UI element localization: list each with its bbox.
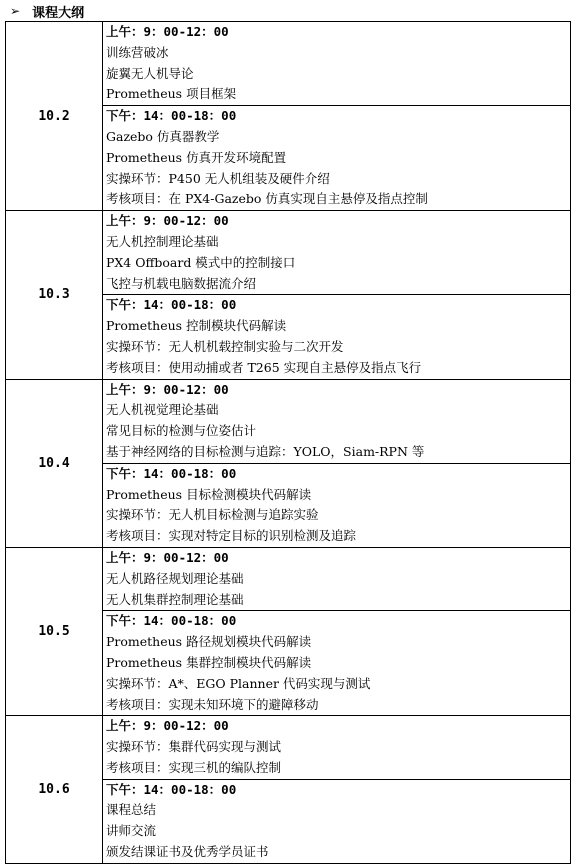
session-item: 无人机集群控制理论基础 bbox=[106, 591, 244, 607]
session-time: 下午：14：00-18：00 bbox=[106, 108, 237, 124]
session-time: 上午：9：00-12：00 bbox=[106, 718, 229, 734]
session-item: 考核项目：实现对特定目标的识别检测及追踪 bbox=[106, 528, 357, 544]
session-item: Prometheus 目标检测模块代码解读 bbox=[106, 486, 312, 502]
session-item: 无人机路径规划理论基础 bbox=[106, 570, 244, 586]
session-item: PX4 Offboard 模式中的控制接口 bbox=[106, 254, 296, 270]
session-item: 颁发结课证书及优秀学员证书 bbox=[106, 844, 269, 860]
day-date: 10.5 bbox=[6, 547, 103, 715]
session-item: 无人机视觉理论基础 bbox=[106, 402, 219, 418]
afternoon-session bbox=[103, 295, 571, 379]
session-item: 实操环节：A*、EGO Planner 代码实现与测试 bbox=[106, 675, 371, 691]
session-item: 基于神经网络的目标检测与追踪：YOLO，Siam-RPN 等 bbox=[106, 443, 425, 459]
day-date: 10.2 bbox=[6, 22, 103, 211]
session-item: 考核项目：使用动捕或者 T265 实现自主悬停及指点飞行 bbox=[106, 359, 422, 375]
session-item: Gazebo 仿真器教学 bbox=[106, 128, 220, 144]
session-item: 飞控与机载电脑数据流介绍 bbox=[106, 275, 257, 291]
session-item: Prometheus 集群控制模块代码解读 bbox=[106, 654, 312, 670]
session-item: Prometheus 仿真开发环境配置 bbox=[106, 149, 287, 165]
afternoon-session bbox=[103, 779, 571, 863]
session-time: 下午：14：00-18：00 bbox=[106, 781, 237, 797]
session-time: 上午：9：00-12：00 bbox=[106, 381, 229, 397]
arrow-bullet-icon: ➢ bbox=[10, 4, 21, 18]
section-title: 课程大纲 bbox=[32, 5, 85, 21]
morning-session bbox=[103, 211, 571, 295]
session-item: 考核项目：实现未知环境下的避障移动 bbox=[106, 696, 319, 712]
session-time: 下午：14：00-18：00 bbox=[106, 297, 237, 313]
session-item: Prometheus 控制模块代码解读 bbox=[106, 318, 287, 334]
morning-session bbox=[103, 379, 571, 463]
session-time: 上午：9：00-12：00 bbox=[106, 213, 229, 229]
session-time: 上午：9：00-12：00 bbox=[106, 549, 229, 565]
day-date: 10.4 bbox=[6, 379, 103, 547]
session-item: 无人机控制理论基础 bbox=[106, 233, 219, 249]
morning-session bbox=[103, 716, 571, 779]
session-item: 课程总结 bbox=[106, 802, 157, 818]
afternoon-session bbox=[103, 611, 571, 716]
schedule-row-am bbox=[6, 211, 571, 295]
session-time: 上午：9：00-12：00 bbox=[106, 24, 229, 39]
session-item: 实操环节：无人机目标检测与追踪实验 bbox=[106, 507, 319, 523]
schedule-row-am bbox=[6, 379, 571, 463]
schedule-row-am bbox=[6, 22, 571, 106]
session-item: 实操环节：集群代码实现与测试 bbox=[106, 739, 282, 755]
session-item: 训练营破冰 bbox=[106, 44, 169, 60]
session-item: 实操环节：P450 无人机组装及硬件介绍 bbox=[106, 170, 330, 186]
session-item: 考核项目：实现三机的编队控制 bbox=[106, 759, 282, 775]
session-time: 下午：14：00-18：00 bbox=[106, 613, 237, 629]
day-date: 10.3 bbox=[6, 211, 103, 379]
course-outline-body bbox=[6, 22, 571, 864]
session-time: 下午：14：00-18：00 bbox=[106, 465, 237, 481]
session-item: Prometheus 项目框架 bbox=[106, 86, 237, 102]
session-item: 讲师交流 bbox=[106, 823, 157, 839]
session-item: 旋翼无人机导论 bbox=[106, 65, 194, 81]
session-item: 考核项目：在 PX4-Gazebo 仿真实现自主悬停及指点控制 bbox=[106, 191, 428, 207]
morning-session bbox=[103, 22, 571, 106]
morning-session bbox=[103, 547, 571, 610]
session-item: Prometheus 路径规划模块代码解读 bbox=[106, 634, 312, 650]
day-date: 10.6 bbox=[6, 716, 103, 864]
afternoon-session bbox=[103, 463, 571, 547]
schedule-row-am bbox=[6, 547, 571, 610]
afternoon-session bbox=[103, 106, 571, 211]
session-item: 实操环节：无人机机载控制实验与二次开发 bbox=[106, 338, 344, 354]
course-outline-table bbox=[5, 21, 571, 864]
session-item: 常见目标的检测与位姿估计 bbox=[106, 423, 257, 439]
section-heading bbox=[10, 2, 84, 20]
schedule-row-am bbox=[6, 716, 571, 779]
